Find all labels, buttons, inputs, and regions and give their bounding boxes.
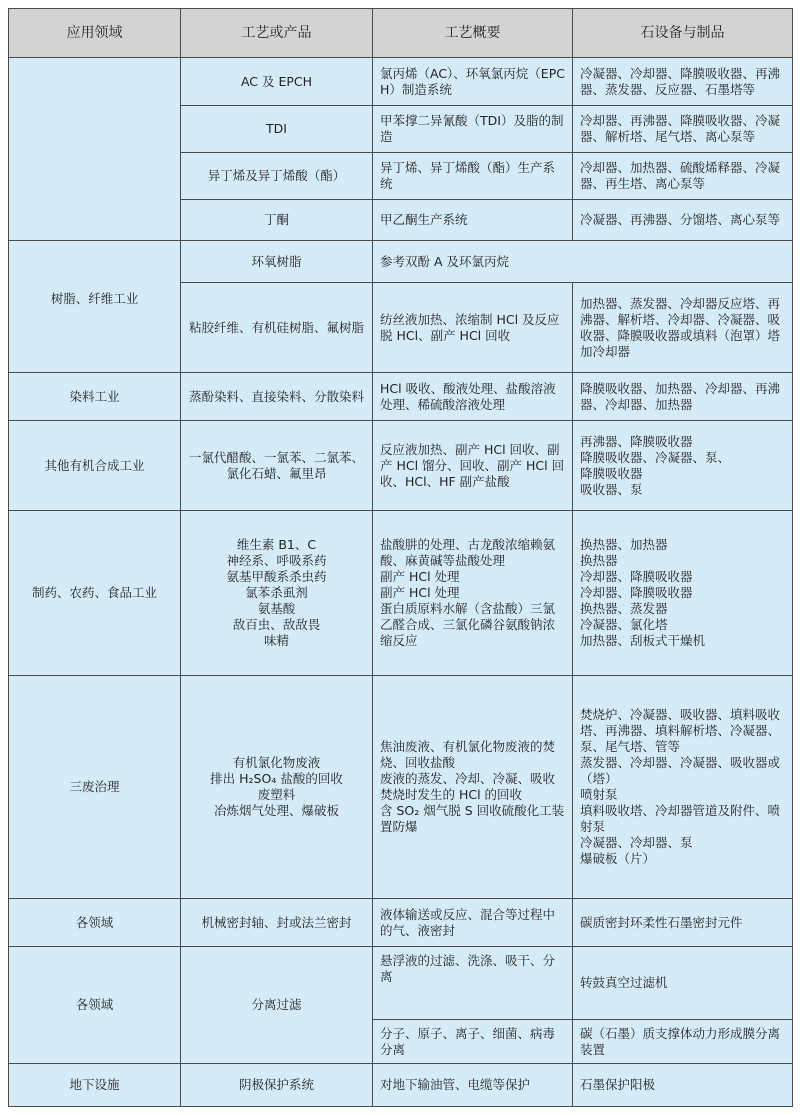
process-cell: HCl 吸收、酸液处理、盐酸溶液处理、稀硫酸溶液处理 [373, 373, 573, 421]
domain-cell [9, 58, 181, 241]
header-product: 工艺或产品 [181, 9, 373, 58]
domain-cell: 三废治理 [9, 676, 181, 899]
domain-cell: 各领域 [9, 947, 181, 1064]
table-row [9, 1064, 793, 1107]
product-cell: 有机氯化物废液 排出 H₂SO₄ 盐酸的回收 废塑料 冶炼烟气处理、爆破板 [181, 676, 373, 899]
table-row [9, 899, 793, 947]
process-cell: 参考双酚 A 及环氯丙烷 [373, 241, 793, 283]
product-cell: 环氧树脂 [181, 241, 373, 283]
table-row [9, 58, 793, 106]
graphite-application-table [8, 8, 793, 1107]
process-cell: 氯丙烯（AC）、环氧氯丙烷（EPCH）制造系统 [373, 58, 573, 106]
product-cell: 粘胶纤维、有机硅树脂、氟树脂 [181, 283, 373, 373]
header-equipment: 石设备与制品 [573, 9, 793, 58]
table-row [9, 373, 793, 421]
equipment-cell: 碳（石墨）质支撑体动力形成膜分离装置 [573, 1020, 793, 1064]
header-row [9, 9, 793, 58]
table-row [9, 511, 793, 676]
domain-cell: 制药、农药、食品工业 [9, 511, 181, 676]
product-cell: TDI [181, 106, 373, 153]
product-cell: 一氯代醋酸、一氯苯、二氯苯、 氯化石蜡、氟里昂 [181, 421, 373, 511]
product-cell: 蒸酚染料、直接染料、分散染料 [181, 373, 373, 421]
equipment-cell: 石墨保护阳极 [573, 1064, 793, 1107]
product-cell: 分离过滤 [181, 947, 373, 1064]
process-cell: 纺丝液加热、浓缩制 HCl 及反应脱 HCl、副产 HCl 回收 [373, 283, 573, 373]
table-row [9, 676, 793, 899]
equipment-cell: 冷凝器、再沸器、分馏塔、离心泵等 [573, 200, 793, 241]
equipment-cell: 再沸器、降膜吸收器 降膜吸收器、冷凝器、泵、 降膜吸收器 吸收器、泵 [573, 421, 793, 511]
domain-cell: 树脂、纤维工业 [9, 241, 181, 373]
process-cell: 焦油废液、有机氯化物废液的焚烧、回收盐酸 废液的蒸发、冷却、冷凝、吸收 焚烧时发生的 HCl 的回收 含 SO₂ 烟气脱 S 回收硫酸化工装置防爆 [373, 676, 573, 899]
equipment-cell: 加热器、蒸发器、冷却器反应塔、再沸器、解析塔、冷却器、冷凝器、吸收器、降膜吸收器或填料（泡罩）塔加冷却器 [573, 283, 793, 373]
process-cell: 反应液加热、副产 HCl 回收、副产 HCl 馏分、回收、副产 HCl 回收、HCl、HF 副产盐酸 [373, 421, 573, 511]
product-cell: 机械密封轴、封或法兰密封 [181, 899, 373, 947]
process-cell: 盐酸肼的处理、古龙酸浓缩赖氨酸、麻黄碱等盐酸处理 副产 HCl 处理 副产 HCl 处理 蛋白质原料水解（含盐酸）三氯乙醛合成、三氯化磷谷氨酸钠浓缩反应 [373, 511, 573, 676]
domain-cell: 各领域 [9, 899, 181, 947]
process-cell: 异丁烯、异丁烯酸（酯）生产系统 [373, 153, 573, 200]
process-cell: 液体输送或反应、混合等过程中的气、液密封 [373, 899, 573, 947]
process-cell: 甲苯撑二异氰酸（TDI）及脂的制造 [373, 106, 573, 153]
equipment-cell: 降膜吸收器、加热器、冷却器、再沸器、冷却器、加热器 [573, 373, 793, 421]
process-cell: 甲乙酮生产系统 [373, 200, 573, 241]
domain-cell: 地下设施 [9, 1064, 181, 1107]
product-cell: 异丁烯及异丁烯酸（酯） [181, 153, 373, 200]
domain-cell: 其他有机合成工业 [9, 421, 181, 511]
product-cell: AC 及 EPCH [181, 58, 373, 106]
process-cell: 分子、原子、离子、细菌、病毒分离 [373, 1020, 573, 1064]
table-row [9, 421, 793, 511]
product-cell: 维生素 B1、C 神经系、呼吸系药 氨基甲酸系杀虫药 氯苯杀虱剂 氨基酸 敌百虫、敌敌畏 味精 [181, 511, 373, 676]
table-row [9, 241, 793, 283]
product-cell: 丁酮 [181, 200, 373, 241]
equipment-cell: 冷却器、再沸器、降膜吸收器、冷凝器、解析塔、尾气塔、离心泵等 [573, 106, 793, 153]
equipment-cell: 碳质密封环柔性石墨密封元件 [573, 899, 793, 947]
equipment-cell: 冷却器、加热器、硫酸烯释器、冷凝器、再生塔、离心泵等 [573, 153, 793, 200]
process-cell: 悬浮液的过滤、洗涤、吸干、分离 [373, 947, 573, 1020]
equipment-cell: 焚烧炉、冷凝器、吸收器、填料吸收塔、再沸器、填料解析塔、冷凝器、泵、尾气塔、管等 蒸发器、冷却器、冷凝器、吸收器或（塔） 喷射泵 填料吸收塔、冷却器管道及附件、喷射泵 冷凝器、冷却器、泵 爆破板（片） [573, 676, 793, 899]
product-cell: 阴极保护系统 [181, 1064, 373, 1107]
table-row [9, 947, 793, 1020]
header-domain: 应用领域 [9, 9, 181, 58]
domain-cell: 染料工业 [9, 373, 181, 421]
equipment-cell: 转鼓真空过滤机 [573, 947, 793, 1020]
equipment-cell: 换热器、加热器 换热器 冷却器、降膜吸收器 冷却器、降膜吸收器 换热器、蒸发器 冷凝器、氯化塔 加热器、刮板式干燥机 [573, 511, 793, 676]
header-process: 工艺概要 [373, 9, 573, 58]
equipment-cell: 冷凝器、冷却器、降膜吸收器、再沸器、蒸发器、反应器、石墨塔等 [573, 58, 793, 106]
process-cell: 对地下输油管、电缆等保护 [373, 1064, 573, 1107]
